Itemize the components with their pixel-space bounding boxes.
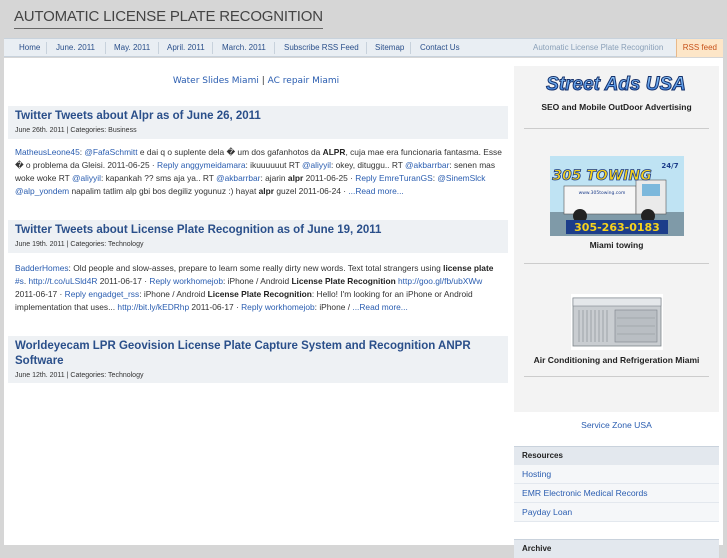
svg-text:24/7: 24/7 bbox=[661, 162, 679, 170]
post-body bbox=[15, 146, 503, 198]
post-text: 2011-06-17 · bbox=[189, 302, 242, 312]
post-date: June 19th. 2011 bbox=[15, 241, 65, 248]
keyword-highlight: alpr bbox=[287, 173, 304, 183]
post-link[interactable]: Reply bbox=[149, 276, 171, 286]
divider bbox=[524, 128, 709, 129]
tow-truck-image[interactable] bbox=[550, 156, 684, 236]
post-link[interactable]: @SinemSlck bbox=[437, 173, 486, 183]
street-ads-logo[interactable] bbox=[538, 70, 694, 96]
post-text: : Old people and slow-asses, prepare to learn some really dirty new words. Text total strangers using bbox=[68, 263, 444, 273]
keyword-highlight: ALPR bbox=[322, 147, 346, 157]
read-more-link[interactable]: ...Read more... bbox=[348, 186, 404, 196]
divider bbox=[524, 376, 709, 377]
svg-text:www.305towing.com: www.305towing.com bbox=[578, 191, 626, 196]
main-column bbox=[4, 58, 508, 545]
post-link[interactable]: @akbarrbar bbox=[216, 173, 261, 183]
nav-subscribe-rss[interactable]: Subscribe RSS Feed bbox=[284, 43, 359, 52]
post-link[interactable]: @aliyyil bbox=[71, 173, 101, 183]
post-link[interactable]: EmreTuranGS bbox=[379, 173, 433, 183]
post-category[interactable]: Technology bbox=[108, 241, 144, 248]
divider bbox=[524, 263, 709, 264]
post-text: : ikuuuuuut RT bbox=[245, 160, 303, 170]
post-text: napalim tatlim alp gbi bos degiliz yogunuz :) hayat bbox=[69, 186, 259, 196]
post-link[interactable]: http://goo.gl/fb/ubXWw bbox=[398, 276, 483, 286]
post-text: e dai q o suplente dela � um dos gafanhotos da bbox=[137, 147, 323, 157]
post-title[interactable]: Twitter Tweets about Alpr as of June 26, 2011 bbox=[15, 110, 261, 122]
post-link[interactable]: engadget_rss bbox=[88, 289, 140, 299]
tow-caption[interactable]: Miami towing bbox=[589, 240, 644, 250]
svg-text:305-263-0183: 305-263-0183 bbox=[574, 221, 660, 234]
keyword-highlight: License Plate Recognition bbox=[291, 276, 396, 286]
site-header bbox=[0, 0, 727, 38]
post-text: : bbox=[432, 173, 438, 183]
post-text: : kapankah ?? sms aja ya.. RT bbox=[100, 173, 217, 183]
nav-site-name[interactable]: Automatic License Plate Recognition bbox=[533, 43, 664, 52]
post-category[interactable]: Business bbox=[108, 127, 137, 134]
resource-link-hosting: Hosting bbox=[514, 465, 719, 484]
nav-april-2011[interactable]: April. 2011 bbox=[167, 43, 205, 52]
nav-sitemap[interactable]: Sitemap bbox=[375, 43, 405, 52]
post-text: : iPhone / bbox=[314, 302, 353, 312]
post-text: : bbox=[79, 147, 85, 157]
post-link[interactable]: Reply bbox=[355, 173, 377, 183]
ac-repair-link[interactable]: AC repair Miami bbox=[267, 76, 340, 86]
post-header bbox=[8, 106, 508, 139]
post-text: , cuja mae era funcionaria fantasma. Esse � o problema da Gleisi. 2011-06-25 · bbox=[15, 147, 502, 170]
service-zone-link: Service Zone USA bbox=[581, 420, 652, 430]
nav-contact-us[interactable]: Contact Us bbox=[420, 43, 460, 52]
post-link[interactable]: BadderHomes bbox=[15, 263, 69, 273]
ad-box bbox=[514, 66, 719, 412]
post-link[interactable]: #s bbox=[15, 276, 24, 286]
post-text: 2011-06-25 · bbox=[303, 173, 356, 183]
navbar bbox=[4, 38, 723, 57]
post-text: : iPhone / Android bbox=[222, 276, 292, 286]
content-area bbox=[4, 58, 723, 553]
resource-link-emr: EMR Electronic Medical Records bbox=[514, 484, 719, 503]
post-link[interactable]: Reply bbox=[241, 302, 263, 312]
nav-may-2011[interactable]: May. 2011 bbox=[114, 43, 151, 52]
post-link[interactable]: workhomejob bbox=[264, 302, 315, 312]
link-separator: | bbox=[261, 76, 265, 86]
post-body bbox=[15, 262, 503, 314]
post-text: . bbox=[23, 276, 29, 286]
post-meta: June 19th. 2011 | Categories: Technology bbox=[15, 241, 144, 248]
post-title[interactable]: Twitter Tweets about License Plate Recognition as of June 19, 2011 bbox=[15, 224, 382, 236]
ad-tagline: SEO and Mobile OutDoor Advertising bbox=[541, 102, 692, 112]
post-link[interactable]: Reply bbox=[157, 160, 179, 170]
post-text: 2011-06-17 · bbox=[15, 289, 65, 299]
post-date: June 12th. 2011 bbox=[15, 372, 65, 379]
keyword-highlight: alpr bbox=[258, 186, 274, 196]
post-link[interactable]: @FafaSchmitt bbox=[84, 147, 138, 157]
post-category[interactable]: Technology bbox=[108, 372, 144, 379]
post-link[interactable]: anggymeidamara bbox=[180, 160, 246, 170]
post-link[interactable]: @alp_yondem bbox=[15, 186, 70, 196]
post-link[interactable]: http://t.co/uLSld4R bbox=[28, 276, 98, 286]
sidebar bbox=[514, 66, 719, 553]
keyword-highlight: License Plate Recognition bbox=[207, 289, 312, 299]
ac-unit-image[interactable] bbox=[571, 294, 663, 350]
keyword-highlight: license plate bbox=[443, 263, 494, 273]
post-text: 2011-06-17 · bbox=[97, 276, 150, 286]
post-header bbox=[8, 220, 508, 253]
top-links bbox=[4, 76, 508, 86]
read-more-link[interactable]: ...Read more... bbox=[352, 302, 408, 312]
post-link[interactable]: Reply bbox=[64, 289, 87, 299]
post-link[interactable]: @aliyyil bbox=[302, 160, 331, 170]
post-link[interactable]: http://bit.ly/kEDRhp bbox=[117, 302, 190, 312]
post-text: : Hello! I'm looking for an iPhone or Android implementation that uses... bbox=[15, 289, 473, 312]
post-meta: June 26th. 2011 | Categories: Business bbox=[15, 127, 137, 134]
post-text: : iPhone / Android bbox=[139, 289, 208, 299]
nav-home[interactable]: Home bbox=[19, 43, 41, 52]
post-header bbox=[8, 336, 508, 383]
post-meta: June 12th. 2011 | Categories: Technology bbox=[15, 372, 144, 379]
post-link[interactable]: @akbarrbar bbox=[405, 160, 450, 170]
svg-text:305 TOWING: 305 TOWING bbox=[552, 168, 652, 184]
post-title[interactable]: Worldeyecam LPR Geovision License Plate Capture System and Recognition ANPR Software bbox=[15, 340, 471, 367]
post-link[interactable]: workhomejob bbox=[173, 276, 223, 286]
post-text: : okey, dituggu.. RT bbox=[331, 160, 406, 170]
water-slides-link[interactable]: Water Slides Miami bbox=[172, 76, 259, 86]
rss-feed-tab[interactable]: RSS feed bbox=[676, 39, 723, 57]
post-text: : senen mas woke woke RT bbox=[15, 160, 496, 183]
post-text: guzel 2011-06-24 · bbox=[274, 186, 349, 196]
post-date: June 26th. 2011 bbox=[15, 127, 65, 134]
archive-header: Archive bbox=[514, 539, 719, 558]
post-link[interactable]: MatheusLeone45 bbox=[15, 147, 80, 157]
nav-march-2011[interactable]: March. 2011 bbox=[222, 43, 266, 52]
resources-header: Resources bbox=[514, 446, 719, 465]
site-title[interactable]: AUTOMATIC LICENSE PLATE RECOGNITION bbox=[14, 8, 323, 29]
post-text: : ajarin bbox=[260, 173, 288, 183]
svg-text:Street Ads USA: Street Ads USA bbox=[546, 74, 686, 95]
nav-june-2011[interactable]: June. 2011 bbox=[56, 43, 95, 52]
ac-caption[interactable]: Air Conditioning and Refrigeration Miami bbox=[533, 355, 700, 365]
resource-link-payday: Payday Loan bbox=[514, 503, 719, 522]
